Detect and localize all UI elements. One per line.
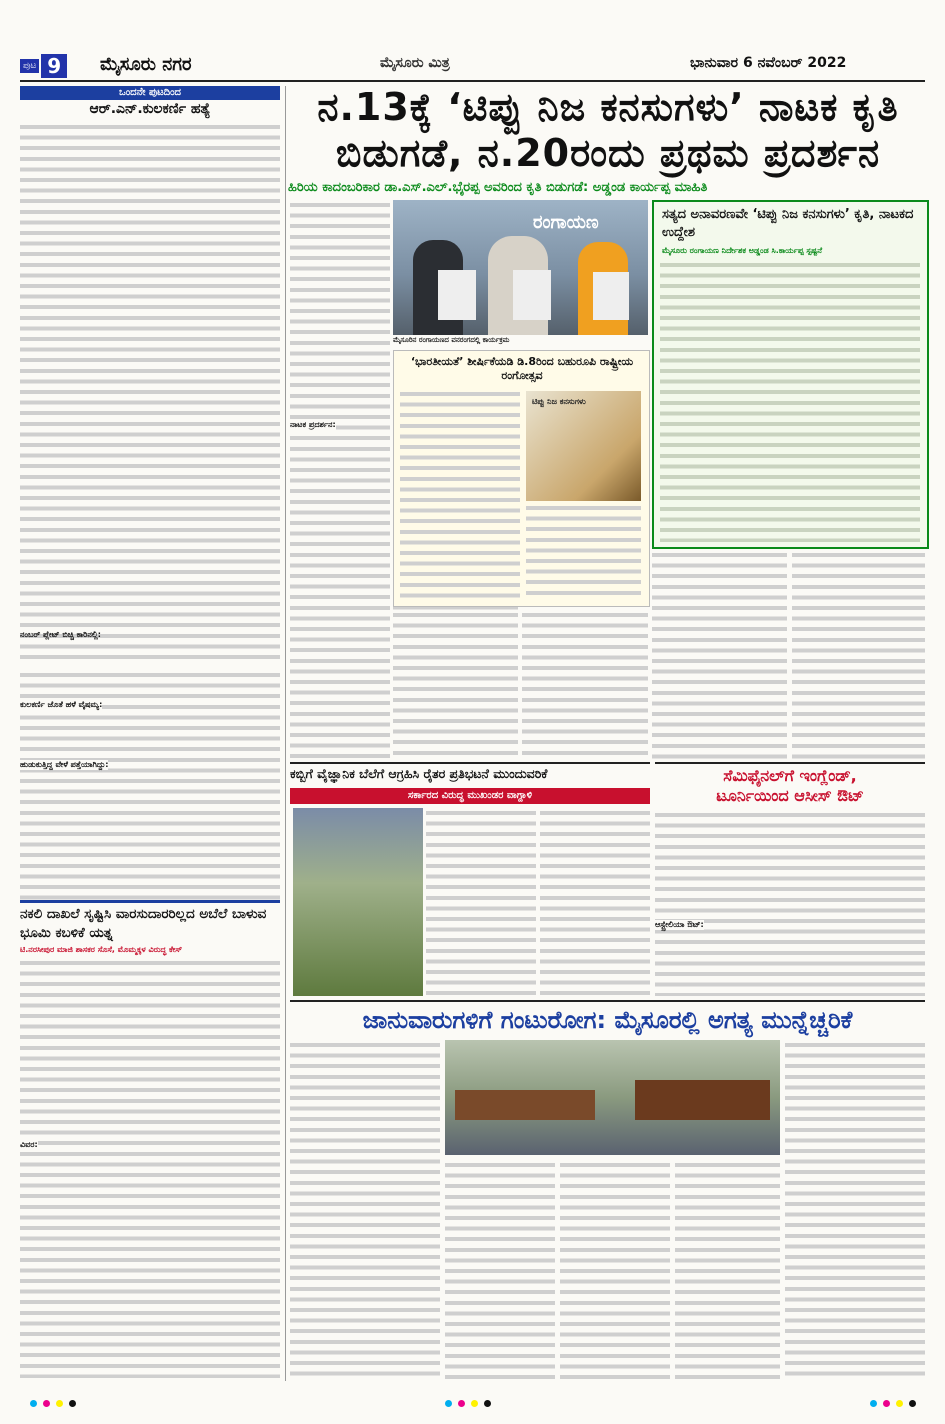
cricket-subhead: ಆಸ್ಟ್ರೇಲಿಯಾ ಔಟ್:: [655, 920, 704, 929]
cattle-body-col4: [675, 1160, 780, 1380]
farmer-rule: [290, 762, 650, 764]
meeting-table-right: [635, 1080, 770, 1120]
section-title: ಮೈಸೂರು ನಗರ: [100, 54, 192, 75]
page-number-value: 9: [41, 54, 67, 78]
inset-body: [400, 389, 520, 599]
lead-subhead-inline: ನಾಟಕ ಪ್ರದರ್ಶನ:: [290, 420, 336, 429]
right-body-col1: [652, 550, 787, 760]
page-tag: ಪುಟ: [20, 59, 39, 73]
registration-marks-left: [30, 1400, 76, 1407]
lead-headline-line1: ನ.13ಕ್ಕೆ ‘ಟಿಪ್ಪು ನಿಜ ಕನಸುಗಳು’ ನಾಟಕ ಕೃತಿ: [317, 85, 899, 129]
land-subhead: ಟಿ.ನರಸೀಪುರ ಮಾಜಿ ಶಾಸಕರ ಸೊಸೆ, ಮೊಮ್ಮಕ್ಕಳ ವಿರುದ್ಧ ಕೇಸ್: [20, 945, 183, 954]
cattle-headline: ಜಾನುವಾರುಗಳಿಗೆ ಗಂಟುರೋಗ: ಮೈಸೂರಲ್ಲಿ ಅಗತ್ಯ ಮುನ್ನೆಚ್ಚರಿಕೆ: [362, 1006, 853, 1034]
book-cover: [526, 391, 641, 501]
farmer-headline: ಕಬ್ಬಿಗೆ ವೈಜ್ಞಾನಿಕ ಬೆಲೆಗೆ ಆಗ್ರಹಿಸಿ ರೈತರ ಪ್ರತಿಭಟನೆ ಮುಂದುವರಿಕೆ: [290, 766, 548, 781]
farmer-subhead: ಸರ್ಕಾರದ ವಿರುದ್ಧ ಮುಖಂಡರ ವಾಗ್ದಾಳಿ: [290, 788, 650, 804]
cricket-headline-line2: ಟೂರ್ನಿಯಿಂದ ಆಸೀಸ್ ಔಟ್: [716, 786, 864, 805]
cricket-headline-line1: ಸೆಮಿಫೈನಲ್‌ಗೆ ಇಂಗ್ಲೆಂಡ್,: [723, 766, 857, 785]
land-headline: ನಕಲಿ ದಾಖಲೆ ಸೃಷ್ಟಿಸಿ ವಾರಸುದಾರರಿಲ್ಲದ ಅಬೆಲೆ ಬಾಳುವ ಭೂಮಿ ಕಬಳಿಕೆ ಯತ್ನ: [20, 906, 267, 941]
cricket-headline: [655, 766, 925, 806]
lead-headline: [288, 84, 928, 176]
lead-body-lower2: [522, 610, 648, 760]
land-rule: [20, 900, 280, 903]
registration-marks-right: [870, 1400, 916, 1407]
land-subhead-2: ವಿವರ:: [20, 1140, 38, 1149]
right-body-col2: [792, 550, 925, 760]
story-body: [20, 122, 280, 662]
cricket-rule: [655, 762, 925, 764]
cattle-body-col3: [560, 1160, 670, 1380]
cricket-body: [655, 810, 925, 996]
photo-banner: ರಂಗಾಯಣ: [533, 212, 599, 233]
farmer-photo: [293, 808, 423, 996]
farmer-body-col2: [540, 808, 650, 996]
story-subhead-1: ನಂಬರ್ ಪ್ಲೇಟ್ ಬಿಚ್ಚಿ ಕಾರಿನಲ್ಲಿ:: [20, 630, 102, 639]
cattle-rule: [290, 1000, 925, 1002]
sidebar-title: ಸತ್ಯದ ಅನಾವರಣವೇ ‘ಟಿಪ್ಪು ನಿಜ ಕನಸುಗಳು’ ಕೃತಿ, ನಾಟಕದ ಉದ್ದೇಶ: [662, 207, 914, 240]
cattle-body-col1: [290, 1040, 440, 1380]
poster-3: [593, 272, 629, 320]
farmer-body-col1: [426, 808, 536, 996]
issue-date: ಭಾನುವಾರ 6 ನವೆಂಬರ್ 2022: [690, 55, 847, 71]
poster-2: [513, 270, 551, 320]
photo-caption: ಮೈಸೂರಿನ ರಂಗಾಯಣದ ವನರಂಗದಲ್ಲಿ ಕಾರ್ಯಕ್ರಮ: [393, 336, 510, 344]
lead-body-lower1: [393, 610, 518, 760]
registration-marks-center: [445, 1400, 491, 1407]
land-body: [20, 958, 280, 1378]
cattle-body-col5: [785, 1040, 925, 1380]
inset-box: [393, 350, 650, 607]
meeting-table-left: [455, 1090, 595, 1120]
story-subhead-3: ಹುಡುಕುತ್ತಿದ್ದ ವೇಳೆ ಪತ್ತೆಯಾಗಿದ್ದು:: [20, 760, 109, 769]
masthead: ಮೈಸೂರು ಮಿತ್ರ: [380, 55, 450, 71]
lead-headline-line2: ಬಿಡುಗಡೆ, ನ.20ರಂದು ಪ್ರಥಮ ಪ್ರದರ್ಶನ: [335, 131, 881, 175]
column-rule: [285, 86, 286, 1381]
sidebar-body: [660, 260, 920, 542]
inset-title: ‘ಭಾರತೀಯತೆ’ ಶೀರ್ಷಿಕೆಯಡಿ ಡಿ.8ರಿಂದ ಬಹುರೂಪಿ ರಾಷ್ಟ್ರೀಯ ರಂಗೋತ್ಸವ: [410, 355, 634, 382]
inset-body-2: [526, 503, 641, 599]
header-rule: [20, 80, 925, 82]
cattle-body-col2: [445, 1160, 555, 1380]
book-title: ಟಿಪ್ಪು ನಿಜ ಕನಸುಗಳು: [532, 397, 586, 406]
lead-photo: [393, 200, 648, 335]
poster-1: [438, 270, 476, 320]
sidebar-box: [652, 200, 929, 549]
page-number: [20, 54, 67, 78]
lead-body-col1: [290, 200, 390, 760]
story-title: ಆರ್.ಎನ್.ಕುಲಕರ್ಣಿ ಹತ್ಯೆ: [89, 101, 211, 117]
story-subhead-2: ಕುಲಕರ್ಣಿ ಜೊತೆ ಹಳೆ ವೈಷಮ್ಯ:: [20, 700, 103, 709]
sidebar-byline: ಮೈಸೂರು ರಂಗಾಯಣ ನಿರ್ದೇಶಕ ಅಡ್ಡಂಡ ಸಿ.ಕಾರ್ಯಪ್ಪ ಸ್ಪಷ್ಟನೆ: [662, 246, 823, 255]
cattle-photo: [445, 1040, 780, 1155]
lead-subhead: ಹಿರಿಯ ಕಾದಂಬರಿಕಾರ ಡಾ.ಎಸ್.ಎಲ್.ಭೈರಪ್ಪ ಅವರಿಂದ ಕೃತಿ ಬಿಡುಗಡೆ: ಅಡ್ಡಂಡ ಕಾರ್ಯಪ್ಪ ಮಾಹಿತಿ: [288, 180, 708, 195]
story-kicker: ಒಂದನೇ ಪುಟದಿಂದ: [20, 86, 280, 100]
